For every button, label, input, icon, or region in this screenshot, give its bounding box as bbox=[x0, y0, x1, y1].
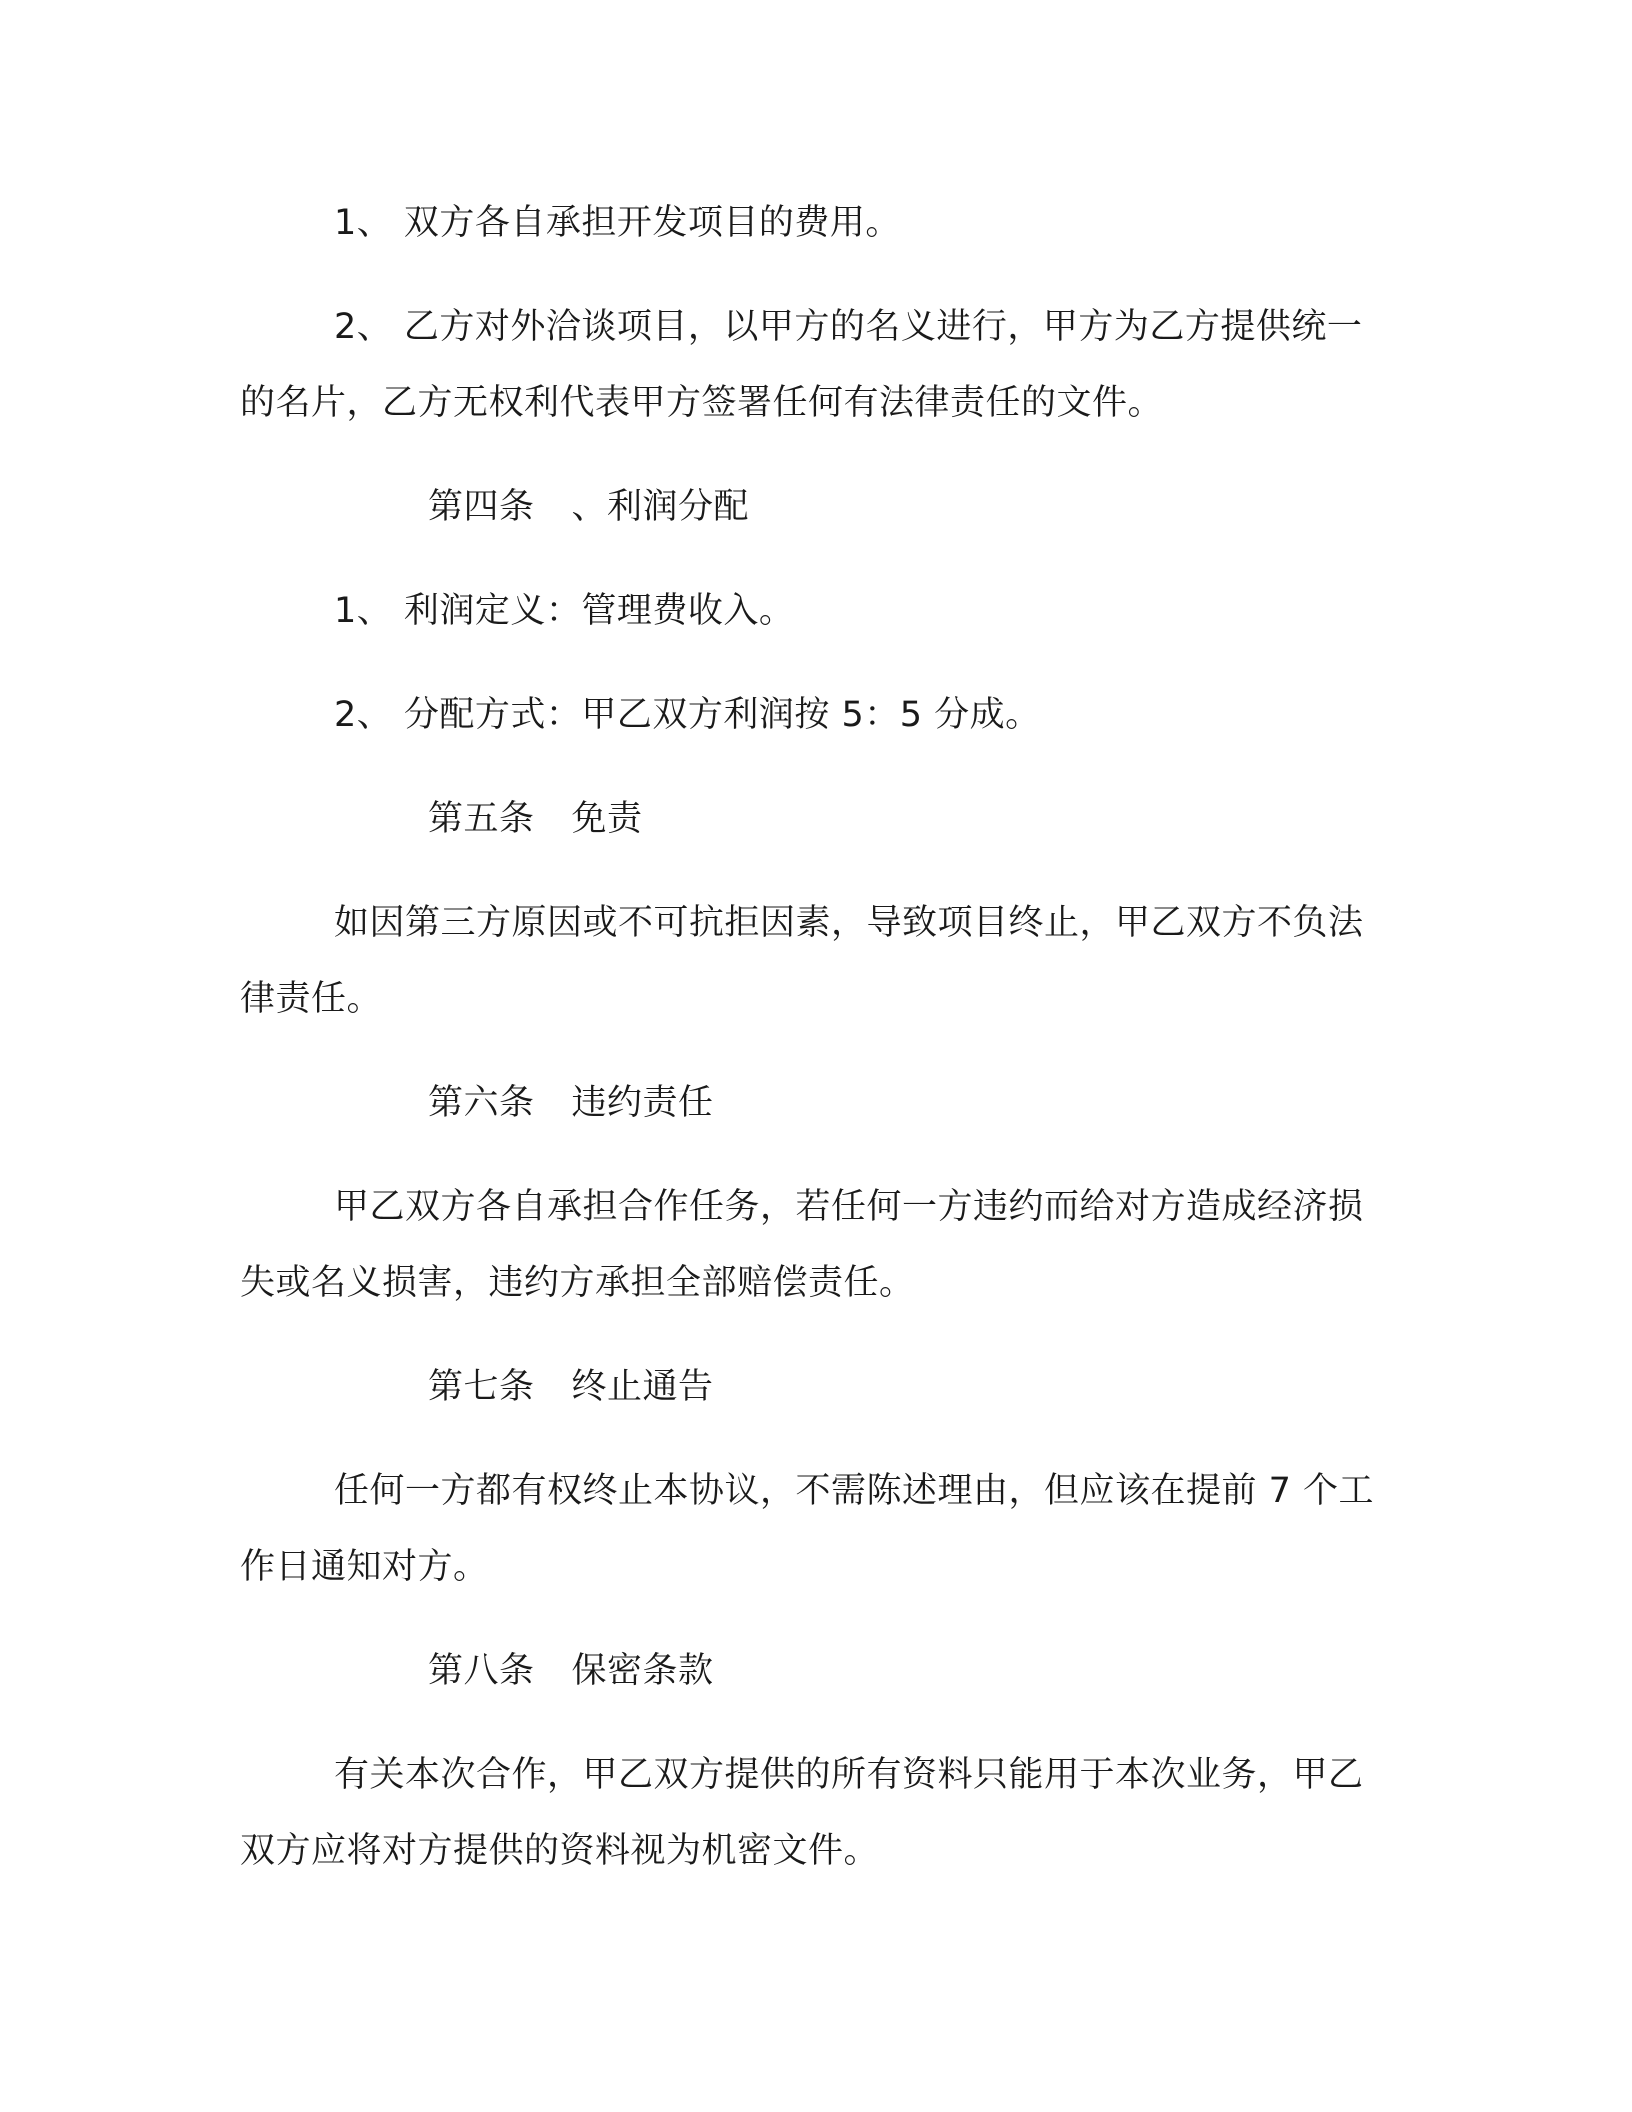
article-7-body: 任何一方都有权终止本协议，不需陈述理由，但应该在提前 7 个工作日通知对方。 bbox=[240, 1471, 1375, 1587]
article-title: 、利润分配 bbox=[571, 487, 750, 527]
document-body bbox=[240, 185, 1380, 1917]
profit-definition: 1、 利润定义：管理费收入。 bbox=[334, 591, 795, 631]
article-title: 终止通告 bbox=[571, 1367, 714, 1407]
article-8-heading bbox=[240, 1633, 1380, 1709]
article-8-body: 有关本次合作，甲乙双方提供的所有资料只能用于本次业务，甲乙双方应将对方提供的资料视为机密文件。 bbox=[240, 1755, 1364, 1871]
clause-representation: 2、 乙方对外洽谈项目，以甲方的名义进行，甲方为乙方提供统一的名片，乙方无权利代表甲方签署任何有法律责任的文件。 bbox=[240, 307, 1363, 423]
article-title: 违约责任 bbox=[571, 1083, 714, 1123]
article-6-heading bbox=[240, 1065, 1380, 1141]
clause-cost: 1、 双方各自承担开发项目的费用。 bbox=[334, 203, 901, 243]
article-5-body: 如因第三方原因或不可抗拒因素，导致项目终止，甲乙双方不负法律责任。 bbox=[240, 903, 1364, 1019]
article-7-heading bbox=[240, 1349, 1380, 1425]
article-number: 第四条 bbox=[428, 487, 535, 527]
profit-distribution: 2、 分配方式：甲乙双方利润按 5：5 分成。 bbox=[334, 695, 1041, 735]
article-6-body: 甲乙双方各自承担合作任务，若任何一方违约而给对方造成经济损失或名义损害，违约方承担全部赔偿责任。 bbox=[240, 1187, 1364, 1303]
article-number: 第六条 bbox=[428, 1083, 535, 1123]
article-number: 第五条 bbox=[428, 799, 535, 839]
article-number: 第七条 bbox=[428, 1367, 535, 1407]
article-number: 第八条 bbox=[428, 1651, 535, 1691]
article-4-heading bbox=[240, 469, 1380, 545]
article-5-heading bbox=[240, 781, 1380, 857]
article-title: 保密条款 bbox=[571, 1651, 714, 1691]
article-title: 免责 bbox=[571, 799, 643, 839]
